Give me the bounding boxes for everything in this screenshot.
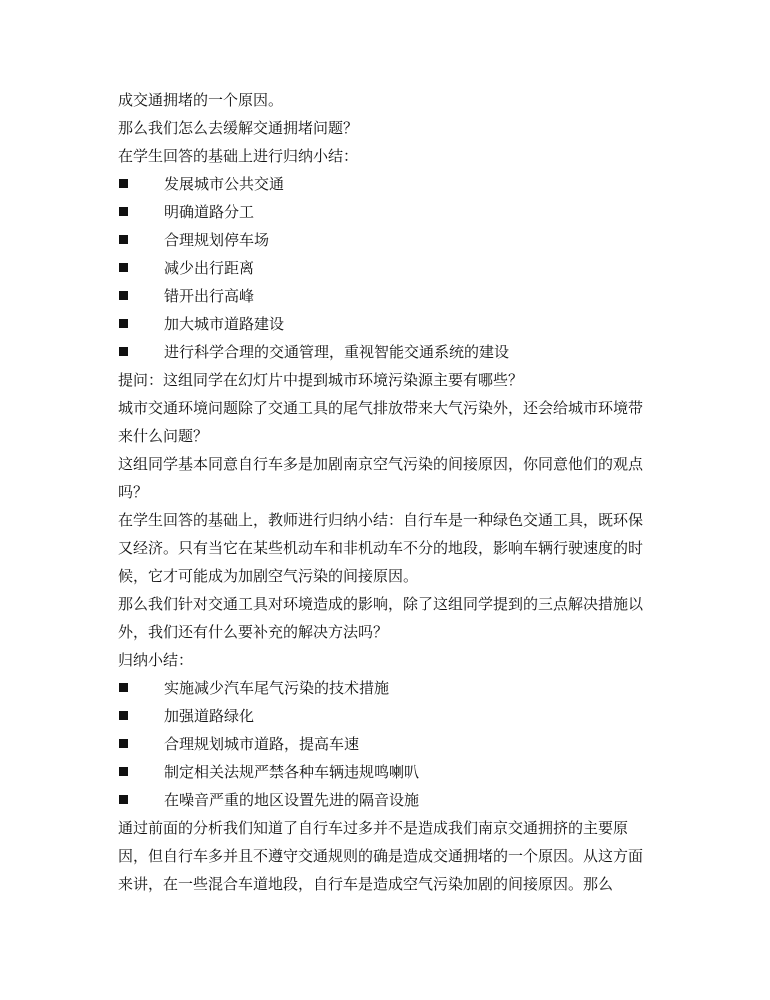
list-item: 合理规划停车场: [164, 231, 270, 249]
paragraph: 在学生回答的基础上，教师进行归纳小结：自行车是一种绿色交通工具，既环保又经济。只有当它在某些机动车和非机动车不分的地段，影响车辆行驶速度的时候，它才可能成为加剧空气污染的间接原因。: [118, 511, 644, 585]
list-item: 加大城市道路建设: [164, 315, 285, 333]
list-item: 发展城市公共交通: [164, 175, 285, 193]
list-item: 实施减少汽车尾气污染的技术措施: [164, 679, 390, 697]
paragraph: 那么我们怎么去缓解交通拥堵问题？: [118, 119, 359, 137]
paragraph: 城市交通环境问题除了交通工具的尾气排放带来大气污染外，还会给城市环境带来什么问题？: [118, 399, 644, 445]
list-item: 在噪音严重的地区设置先进的隔音设施: [164, 791, 420, 809]
list-item: 制定相关法规严禁各种车辆违规鸣喇叭: [164, 763, 420, 781]
paragraph: 提问：这组同学在幻灯片中提到城市环境污染源主要有哪些？: [118, 371, 524, 389]
list-item: 减少出行距离: [164, 259, 255, 277]
list-item: 加强道路绿化: [164, 707, 255, 725]
bullet-list-traffic: [118, 170, 653, 366]
list-item: 明确道路分工: [164, 203, 255, 221]
paragraph: 通过前面的分析我们知道了自行车过多并不是造成我们南京交通拥挤的主要原因，但自行车多并且不遵守交通规则的确是造成交通拥堵的一个原因。从这方面来讲，在一些混合车道地段，自行车是造成空气污染加剧的间接原因。那么: [118, 819, 644, 893]
paragraph: 成交通拥堵的一个原因。: [118, 91, 284, 109]
list-item: 合理规划城市道路，提高车速: [164, 735, 360, 753]
paragraph: 这组同学基本同意自行车多是加剧南京空气污染的间接原因，你同意他们的观点吗？: [118, 455, 644, 501]
paragraph: 那么我们针对交通工具对环境造成的影响，除了这组同学提到的三点解决措施以外，我们还有什么要补充的解决方法吗？: [118, 595, 644, 641]
document-page: [118, 86, 653, 898]
list-item: 错开出行高峰: [164, 287, 255, 305]
bullet-list-environment: [118, 674, 653, 814]
paragraph: 归纳小结：: [118, 651, 194, 669]
list-item: 进行科学合理的交通管理，重视智能交通系统的建设: [164, 343, 510, 361]
paragraph: 在学生回答的基础上进行归纳小结：: [118, 147, 359, 165]
